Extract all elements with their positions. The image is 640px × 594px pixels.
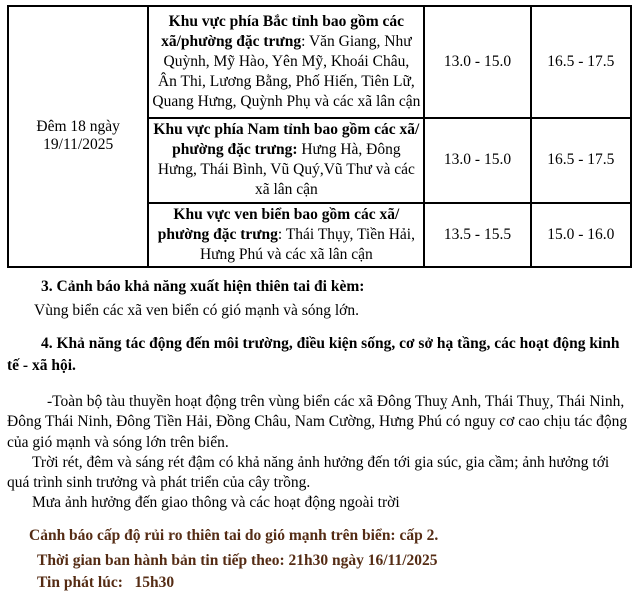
region-coast-cell — [148, 203, 424, 267]
region-north-cell — [148, 6, 424, 118]
region-south-cell — [148, 118, 424, 203]
section4-paragraph-cold: Trời rét, đêm và sáng rét đậm có khả năng ảnh hưởng đến tới gia súc, gia cầm; ảnh hưởng tới quá trình sinh trưởng và phát triển của cây trồng. — [7, 453, 610, 491]
issued-time: Tin phát lúc: 15h30 — [37, 574, 175, 592]
temp-high-north: 16.5 - 17.5 — [531, 6, 631, 118]
region-coast-title: Khu vực ven biển bao gồm các xã/ phường đặc trưng — [157, 205, 400, 243]
region-south-title: Khu vực phía Nam tỉnh bao gồm các xã/ phường đặc trưng: — [153, 121, 420, 159]
temp-high-south: 16.5 - 17.5 — [531, 118, 631, 203]
date-cell — [8, 6, 148, 267]
temperature-forecast-table — [7, 5, 632, 268]
section3-body: Vùng biển các xã ven biển có gió mạnh và sóng lớn. — [34, 302, 360, 320]
next-bulletin-time: Thời gian ban hành bản tin tiếp theo: 21h30 ngày 16/11/2025 — [37, 552, 438, 570]
section4-paragraph-rain: Mưa ảnh hưởng đến giao thông và các hoạt động ngoài trời — [32, 493, 400, 511]
temp-low-north: 13.0 - 15.0 — [424, 6, 530, 118]
date-line-1: Đêm 18 ngày — [36, 118, 120, 136]
table-row — [8, 6, 631, 118]
section4-heading: 4. Khả năng tác động đến môi trường, điều kiện sống, cơ sở hạ tầng, các hoạt động kinh tế - xã hội. — [7, 335, 620, 375]
region-north-communes: : Văn Giang, Như Quỳnh, Mỹ Hào, Yên Mỹ, Khoái Châu, Ân Thi, Lương Bằng, Phố Hiến, Tiên Lữ, Quang Hưng, Quỳnh Phụ và các xã lân cận — [152, 32, 421, 111]
temp-high-coast: 15.0 - 16.0 — [531, 203, 631, 267]
region-north-title: Khu vực phía Bắc tỉnh bao gồm các xã/phường đặc trưng — [161, 12, 405, 50]
region-coast-communes: : Thái Thụy, Tiền Hải, Hưng Phú và các xã lân cận — [199, 225, 415, 263]
section4-paragraph-ships: -Toàn bộ tàu thuyền hoạt động trên vùng biển các xã Đông Thuỵ Anh, Thái Thuỵ, Thái Ninh, Đông Thái Ninh, Đông Tiền Hải, Đồng Châu, Nam Cường, Hưng Phú có nguy cơ cao chịu tác động của gió mạnh và sóng lớn trên biển. — [7, 393, 628, 451]
region-south-communes: Hưng Hà, Đông Hưng, Thái Bình, Vũ Quý,Vũ Thư và các xã lân cận — [157, 141, 415, 199]
temp-low-coast: 13.5 - 15.5 — [424, 203, 530, 267]
risk-level-warning: Cảnh báo cấp độ rủi ro thiên tai do gió mạnh trên biển: cấp 2. — [29, 527, 439, 545]
section3-heading: 3. Cảnh báo khả năng xuất hiện thiên tai đi kèm: — [41, 277, 365, 295]
temp-low-south: 13.0 - 15.0 — [424, 118, 530, 203]
date-line-2: 19/11/2025 — [43, 136, 114, 154]
